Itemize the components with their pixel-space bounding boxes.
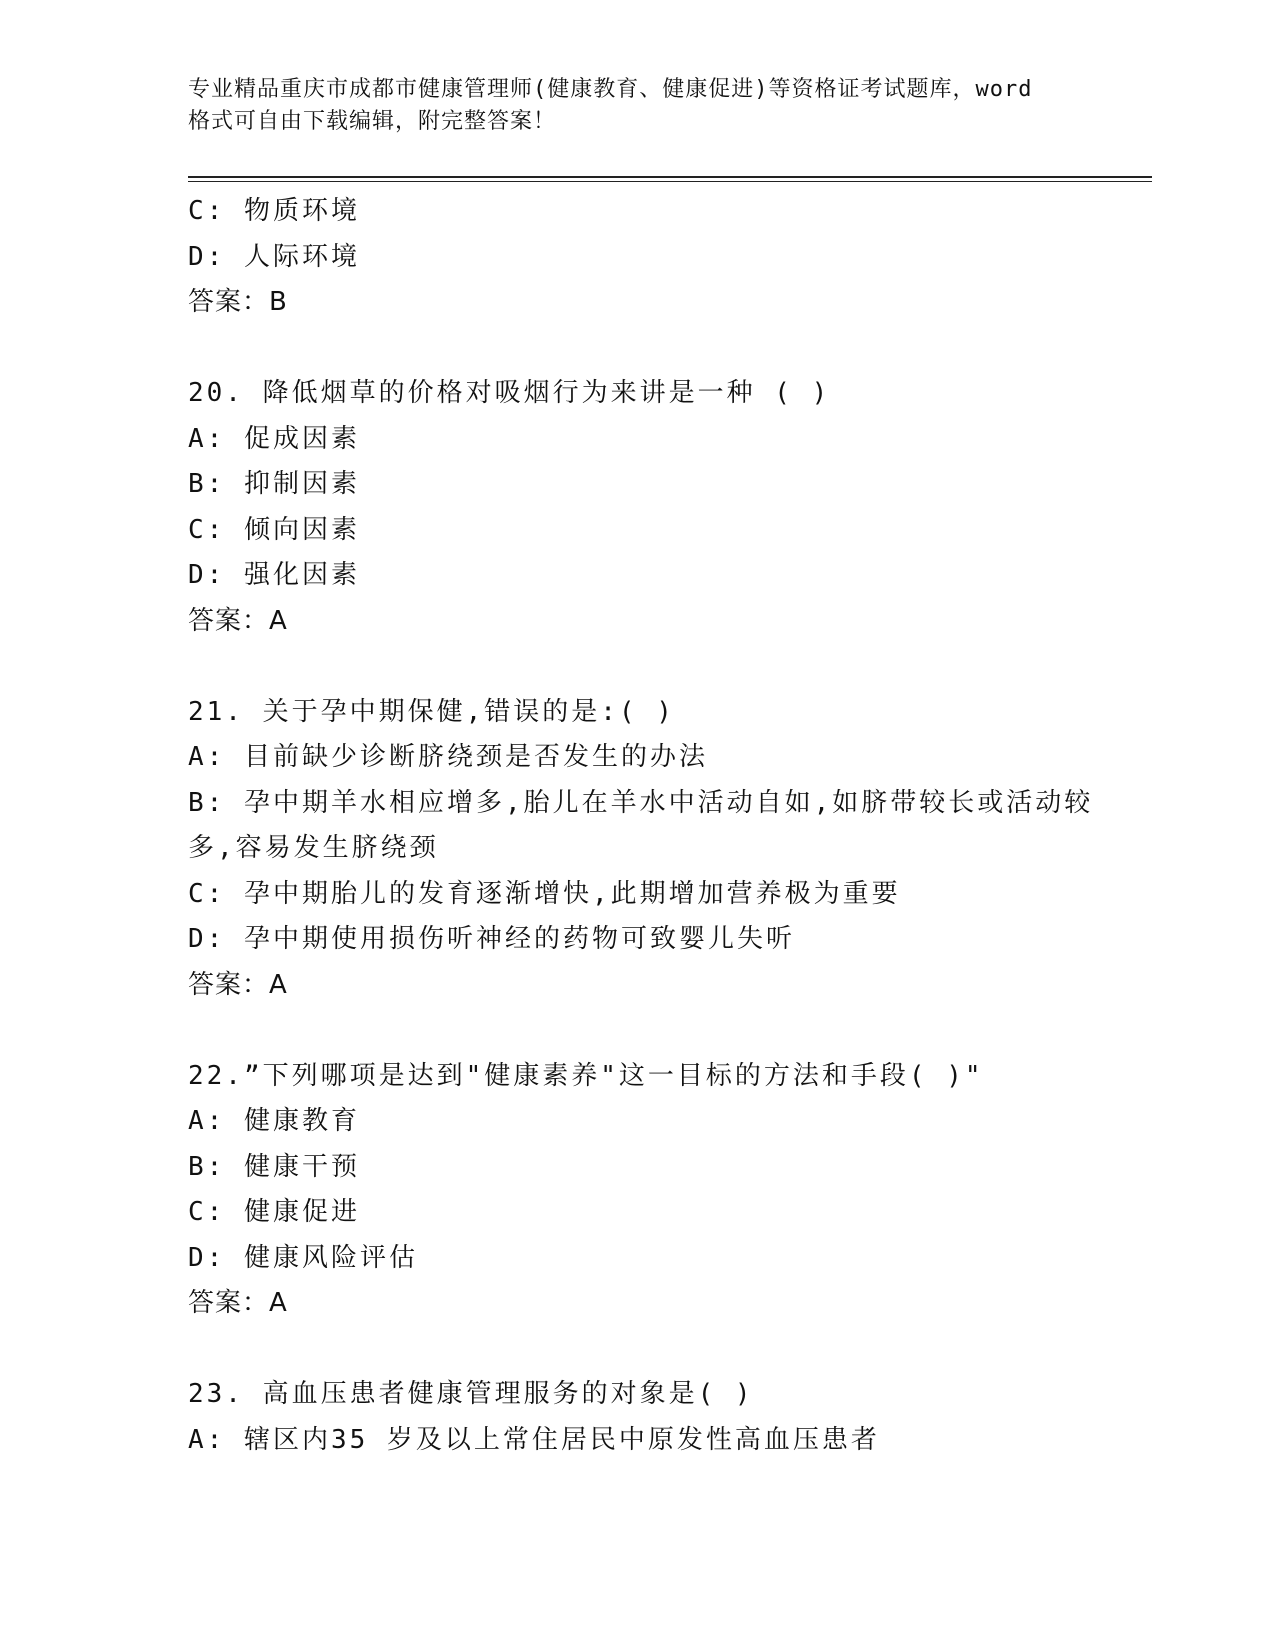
q22-option-b: B: 健康干预 — [188, 1151, 360, 1182]
q19-answer: 答案：B — [188, 287, 288, 317]
spacer — [188, 1327, 1108, 1373]
q21-option-a: A: 目前缺少诊断脐绕颈是否发生的办法 — [188, 742, 708, 772]
q19-option-c: C: 物质环境 — [188, 196, 360, 226]
question-list — [188, 189, 1108, 1463]
q21-option-d: D: 孕中期使用损伤听神经的药物可致婴儿失听 — [188, 924, 795, 954]
q22-option-d: D: 健康风险评估 — [188, 1242, 418, 1273]
q22-answer: 答案：A — [188, 1288, 288, 1318]
document-header — [188, 74, 1088, 138]
header-line-1: 专业精品重庆市成都市健康管理师(健康教育、健康促进)等资格证考试题库，word — [188, 77, 1033, 102]
q21-answer: 答案：A — [188, 969, 288, 1000]
q23-option-a: A: 辖区内35 岁及以上常住居民中原发性高血压患者 — [188, 1424, 880, 1455]
spacer — [188, 326, 1108, 372]
q21-option-c: C: 孕中期胎儿的发育逐渐增快,此期增加营养极为重要 — [188, 878, 901, 909]
q21-question: 21. 关于孕中期保健,错误的是:( ) — [188, 696, 675, 727]
spacer — [188, 1008, 1108, 1054]
q21-option-b-line-2: 多,容易发生脐绕颈 — [188, 833, 439, 863]
q22-question: 22.”下列哪项是达到"健康素养"这一目标的方法和手段( )" — [188, 1060, 984, 1091]
q20-option-d: D: 强化因素 — [188, 560, 360, 590]
q20-option-a: A: 促成因素 — [188, 423, 360, 454]
spacer — [188, 644, 1108, 690]
q23-question: 23. 高血压患者健康管理服务的对象是( ) — [188, 1379, 754, 1409]
q20-option-c: C: 倾向因素 — [188, 514, 360, 545]
q20-question: 20. 降低烟草的价格对吸烟行为来讲是一种 ( ) — [188, 378, 831, 408]
q21-option-b-line-1: B: 孕中期羊水相应增多,胎儿在羊水中活动自如,如脐带较长或活动较 — [188, 787, 1094, 818]
q19-option-d: D: 人际环境 — [188, 241, 360, 272]
header-divider-thick — [188, 176, 1152, 178]
header-line-2: 格式可自由下载编辑，附完整答案！ — [188, 109, 557, 134]
q22-option-a: A: 健康教育 — [188, 1106, 360, 1136]
q20-option-b: B: 抑制因素 — [188, 469, 360, 499]
q20-answer: 答案：A — [188, 605, 288, 636]
header-divider-thin — [188, 181, 1152, 182]
q22-option-c: C: 健康促进 — [188, 1197, 360, 1227]
